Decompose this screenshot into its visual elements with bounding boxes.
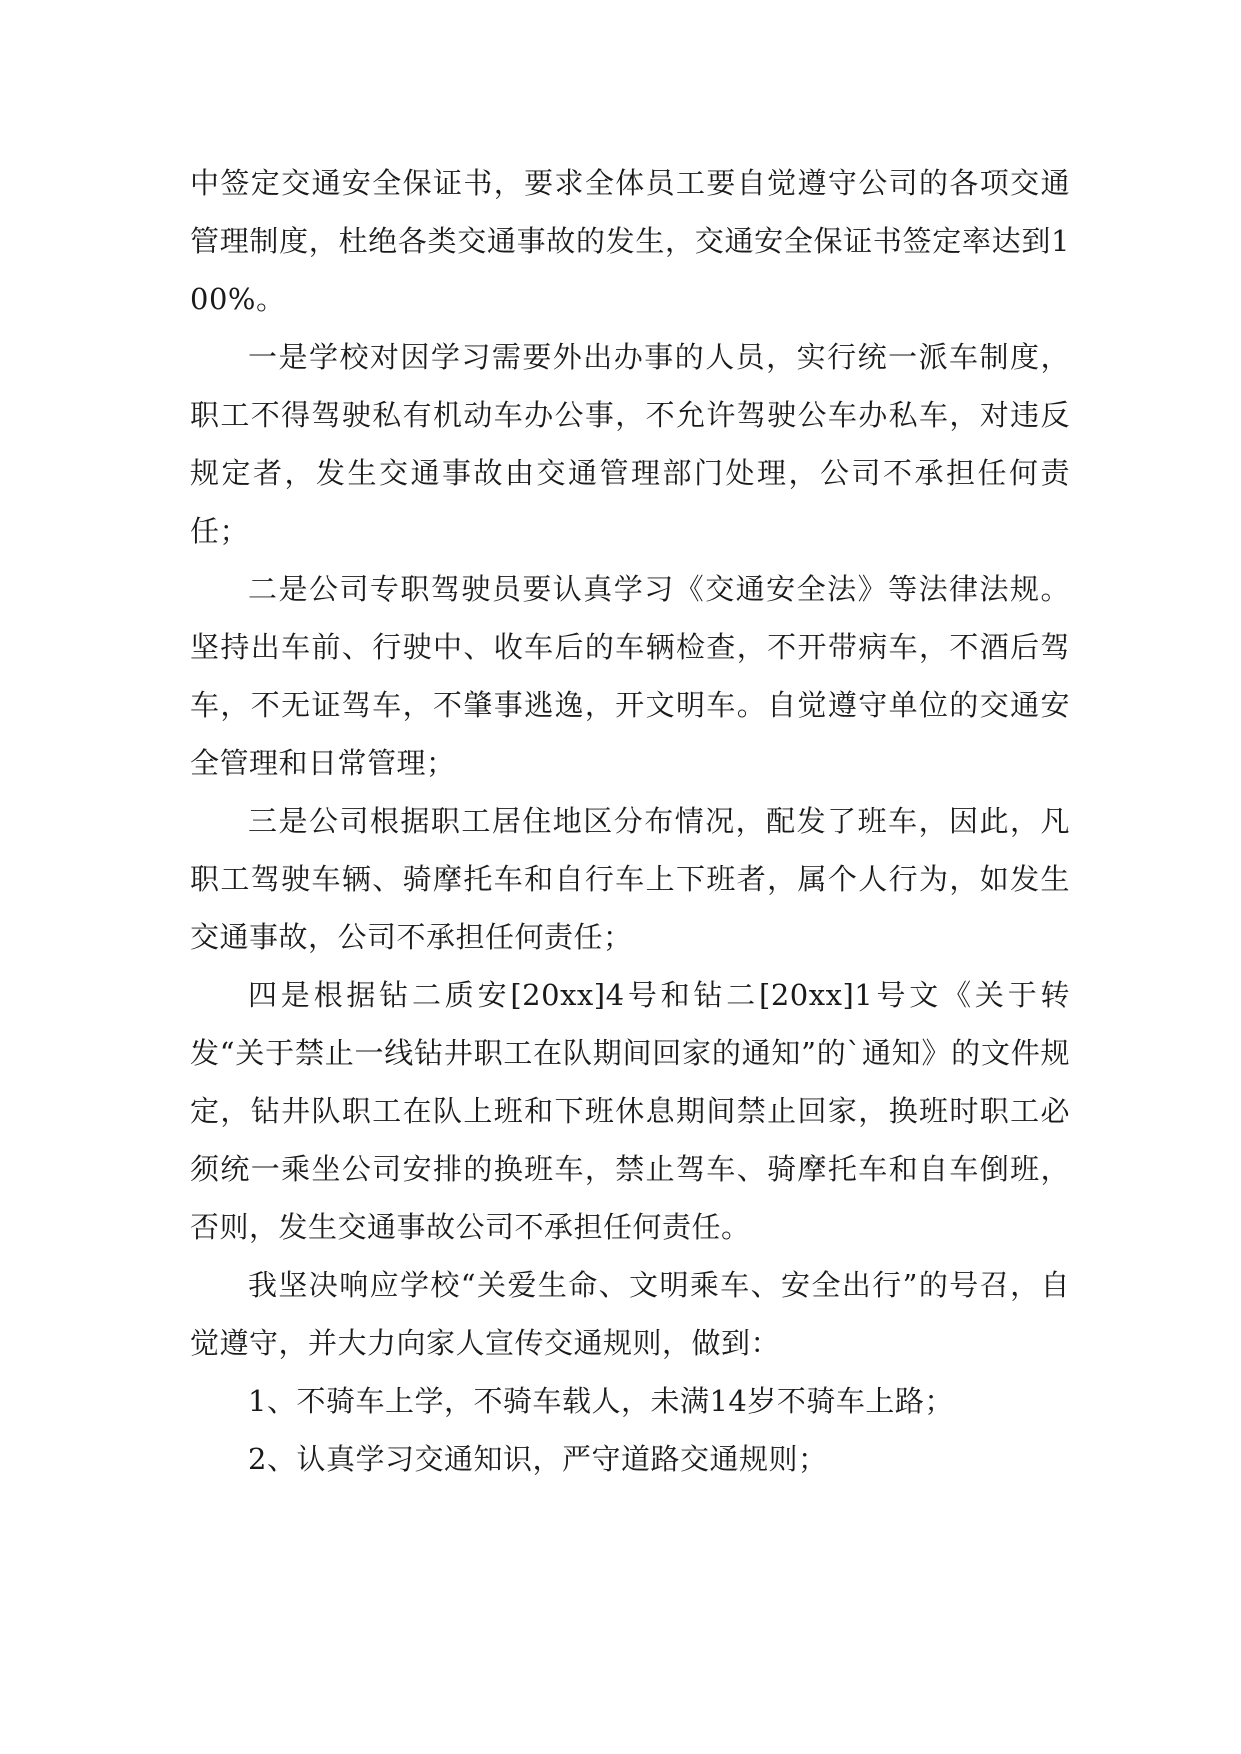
paragraph-rule-one: 一是学校对因学习需要外出办事的人员，实行统一派车制度，职工不得驾驶私有机动车办公事，不允许驾驶公车办私车，对违反规定者，发生交通事故由交通管理部门处理，公司不承担任何责任； [190, 340, 1070, 548]
paragraph-pledge: 我坚决响应学校“关爱生命、文明乘车、安全出行”的号召，自觉遵守，并大力向家人宣传交通规则，做到： [190, 1268, 1070, 1360]
paragraph-continuation: 中签定交通安全保证书，要求全体员工要自觉遵守公司的各项交通管理制度，杜绝各类交通事故的发生，交通安全保证书签定率达到100%。 [190, 166, 1070, 316]
list-item: 2、认真学习交通知识，严守道路交通规则； [248, 1442, 828, 1476]
paragraph-rule-three: 三是公司根据职工居住地区分布情况，配发了班车，因此，凡职工驾驶车辆、骑摩托车和自行车上下班者，属个人行为，如发生交通事故，公司不承担任何责任； [190, 804, 1070, 954]
list-item: 1、不骑车上学，不骑车载人，未满14岁不骑车上路； [248, 1384, 954, 1418]
paragraph-rule-two: 二是公司专职驾驶员要认真学习《交通安全法》等法律法规。坚持出车前、行驶中、收车后的车辆检查，不开带病车，不酒后驾车，不无证驾车，不肇事逃逸，开文明车。自觉遵守单位的交通安全管理和日常管理； [190, 572, 1070, 780]
document-body [190, 154, 1070, 1488]
paragraph-rule-four: 四是根据钻二质安[20xx]4号和钻二[20xx]1号文《关于转发“关于禁止一线钻井职工在队期间回家的通知”的`通知》的文件规定，钻井队职工在队上班和下班休息期间禁止回家，换班时职工必须统一乘坐公司安排的换班车，禁止驾车、骑摩托车和自车倒班，否则，发生交通事故公司不承担任何责任。 [190, 978, 1070, 1244]
